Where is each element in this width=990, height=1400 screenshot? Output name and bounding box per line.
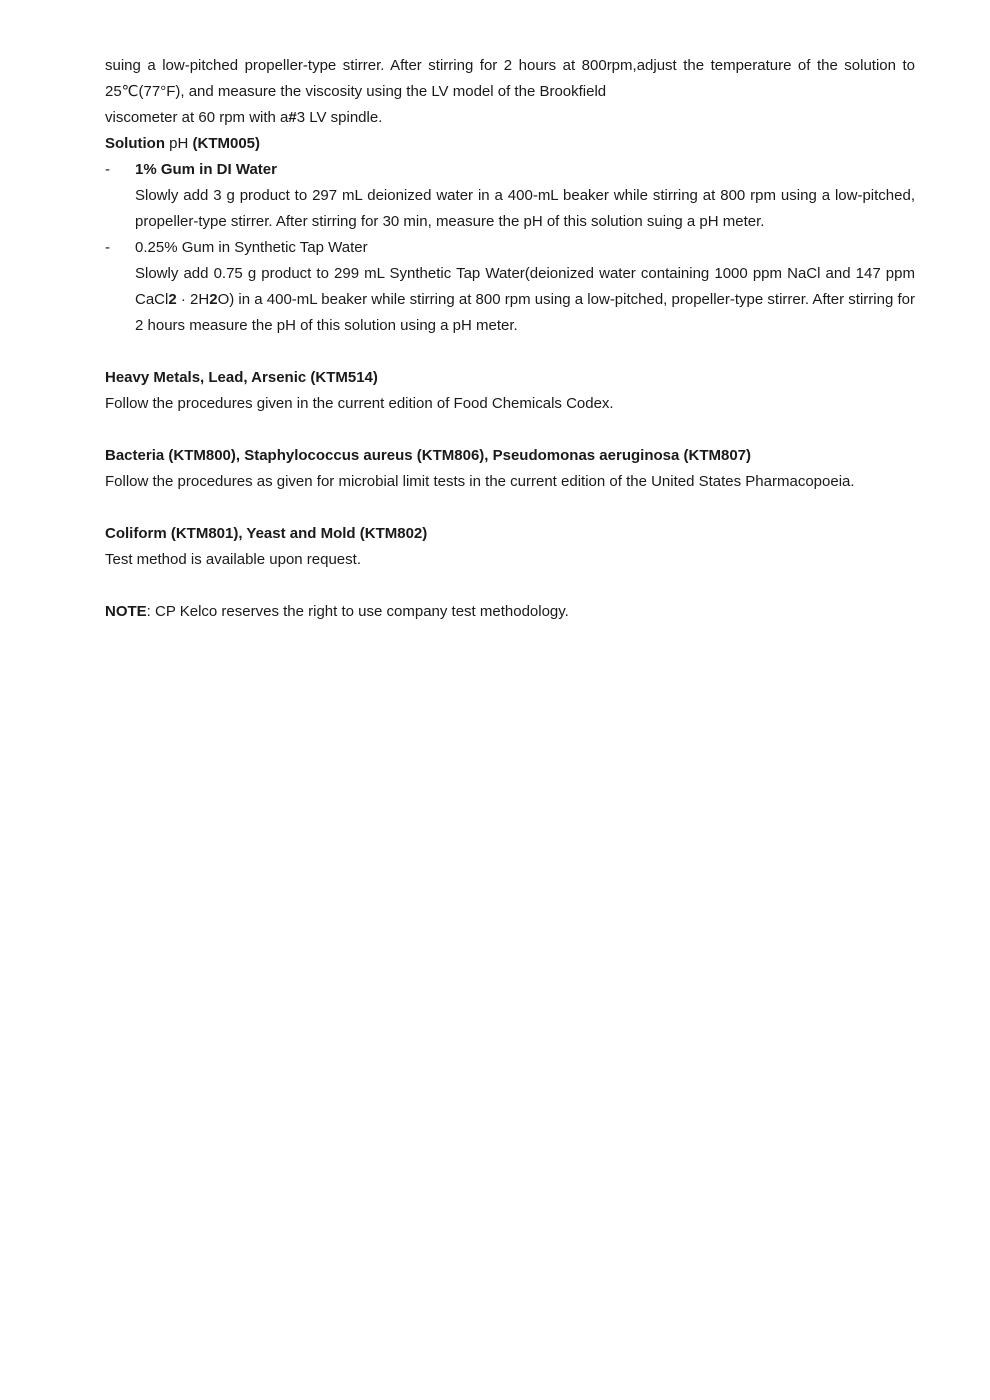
- bullet-dash: -: [105, 239, 110, 256]
- list-item-text-pre: Slowly add 0.75 g product to 299 mL Synthetic Tap Water(deionized water containing 1000 ppm NaCl and 147 ppm CaCl: [135, 265, 915, 308]
- spacer: [105, 573, 915, 599]
- note-text: : CP Kelco reserves the right to use company test methodology.: [146, 603, 569, 620]
- coliform-heading: Coliform (KTM801), Yeast and Mold (KTM802): [105, 525, 428, 542]
- list-item-text-mid: · 2H: [176, 291, 210, 308]
- bacteria-text: Follow the procedures as given for microbial limit tests in the current edition of the United States Pharmacopoeia.: [105, 473, 855, 490]
- heavy-metals-text: Follow the procedures given in the current edition of Food Chemicals Codex.: [105, 395, 614, 412]
- list-item-text: Slowly add 3 g product to 297 mL deionized water in a 400-mL beaker while stirring at 800 rpm using a low-pitched, propeller-type stirrer. After stirring for 30 min, measure the pH of this solution suing a pH meter.: [135, 187, 915, 230]
- heavy-metals-heading: Heavy Metals, Lead, Arsenic (KTM514): [105, 369, 378, 386]
- viscosity-line-1: suing a low-pitched propeller-type stirrer. After stirring for 2 hours at 800rpm,adjust the temperature of the solution to: [105, 57, 915, 74]
- list-item-body: [135, 157, 915, 235]
- list-item-text: [135, 261, 915, 339]
- spacer: [105, 339, 915, 365]
- solution-ph-heading-part1: Solution: [105, 135, 165, 152]
- spacer: [105, 417, 915, 443]
- viscosity-line-3-row: [105, 105, 915, 131]
- viscosity-paragraph: [105, 53, 915, 79]
- solution-ph-heading-part3: (KTM005): [192, 135, 261, 152]
- spacer: [105, 495, 915, 521]
- document-page: [105, 53, 915, 625]
- viscosity-line-2: 25℃(77°F), and measure the viscosity using the LV model of the Brookfield: [105, 83, 607, 100]
- solution-ph-heading: [105, 131, 915, 157]
- list-item-title: 0.25% Gum in Synthetic Tap Water: [135, 239, 368, 256]
- viscosity-line-2-row: [105, 79, 915, 105]
- coliform-text: Test method is available upon request.: [105, 551, 361, 568]
- list-item-title: 1% Gum in DI Water: [135, 161, 277, 178]
- list-item-body: [135, 235, 915, 339]
- list-item: [105, 157, 915, 235]
- viscosity-line-3-post: 3 LV spindle.: [296, 109, 383, 126]
- list-item: [105, 235, 915, 339]
- list-item-text-post: O) in a 400-mL beaker while stirring at 800 rpm using a low-pitched, propeller-type stirrer. After stirring for 2 hours measure the pH of this solution using a pH meter.: [135, 291, 915, 334]
- viscosity-line-3-pre: viscometer at 60 rpm with a: [105, 109, 289, 126]
- note-paragraph: [105, 599, 915, 625]
- subscript-2-a: 2: [168, 291, 177, 308]
- solution-ph-heading-part2: pH: [165, 135, 193, 152]
- bullet-dash: -: [105, 161, 110, 178]
- note-label: NOTE: [105, 603, 147, 620]
- subscript-2-b: 2: [209, 291, 218, 308]
- viscosity-line-3-hash: #: [288, 109, 297, 126]
- bacteria-heading: Bacteria (KTM800), Staphylococcus aureus (KTM806), Pseudomonas aeruginosa (KTM807): [105, 447, 752, 464]
